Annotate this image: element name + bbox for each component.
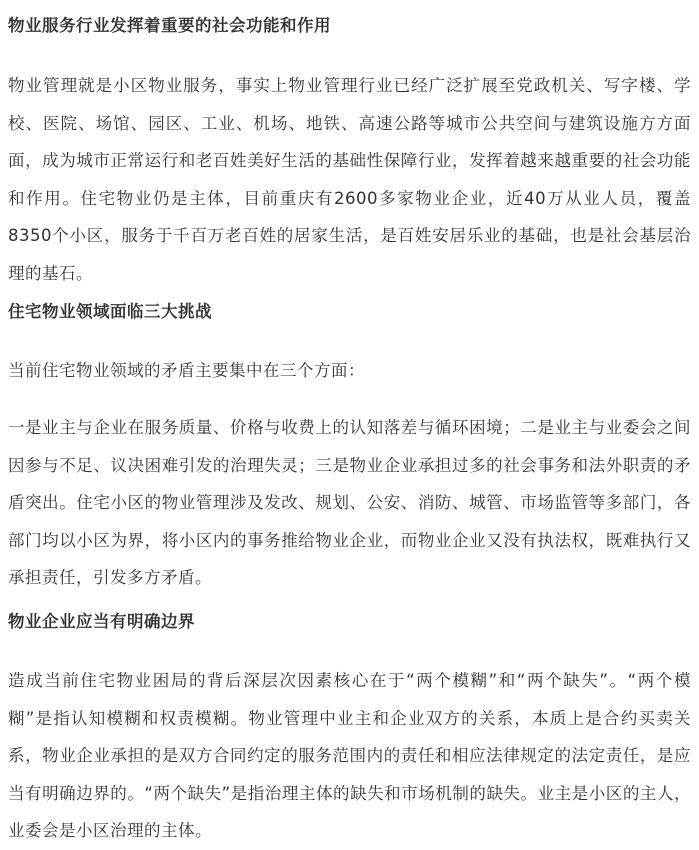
- section-heading-social-function: 物业服务行业发挥着重要的社会功能和作用: [8, 16, 331, 35]
- section-heading-three-challenges: 住宅物业领域面临三大挑战: [8, 302, 212, 321]
- paragraph-boundaries-detail: 造成当前住宅物业困局的背后深层次因素核心在于“两个模糊”和“两个缺失”。“两个模糊”是指认知模糊和权责模糊。物业管理中业主和企业双方的关系，本质上是合约买卖关系，物业企业承担的是双方合同约定的服务范围内的责任和相应法律规定的法定责任，是应当有明确边界的。“两个缺失”是指治理主体的缺失和市场机制的缺失。业主是小区的主人，业委会是小区治理的主体。: [8, 671, 691, 840]
- section-heading-clear-boundaries: 物业企业应当有明确边界: [8, 612, 195, 631]
- paragraph-challenges-intro: 当前住宅物业领域的矛盾主要集中在三个方面：: [8, 361, 365, 380]
- paragraph-property-service-overview: 物业管理就是小区物业服务，事实上物业管理行业已经广泛扩展至党政机关、写字楼、学校、医院、场馆、园区、工业、机场、地铁、高速公路等城市公共空间与建筑设施方方面面，成为城市正常运行和老百姓美好生活的基础性保障行业，发挥着越来越重要的社会功能和作用。住宅物业仍是主体，目前重庆有2600多家物业企业，近40万从业人员，覆盖8350个小区，服务于千百万老百姓的居家生活，是百姓安居乐业的基础，也是社会基层治理的基石。: [8, 76, 691, 283]
- paragraph-challenges-detail: 一是业主与企业在服务质量、价格与收费上的认知落差与循环困境；二是业主与业委会之间因参与不足、议决困难引发的治理失灵；三是物业企业承担过多的社会事务和法外职责的矛盾突出。住宅小区的物业管理涉及发改、规划、公安、消防、城管、市场监管等多部门，各部门均以小区为界，将小区内的事务推给物业企业，而物业企业又没有执法权，既难执行又承担责任，引发多方矛盾。: [8, 418, 691, 587]
